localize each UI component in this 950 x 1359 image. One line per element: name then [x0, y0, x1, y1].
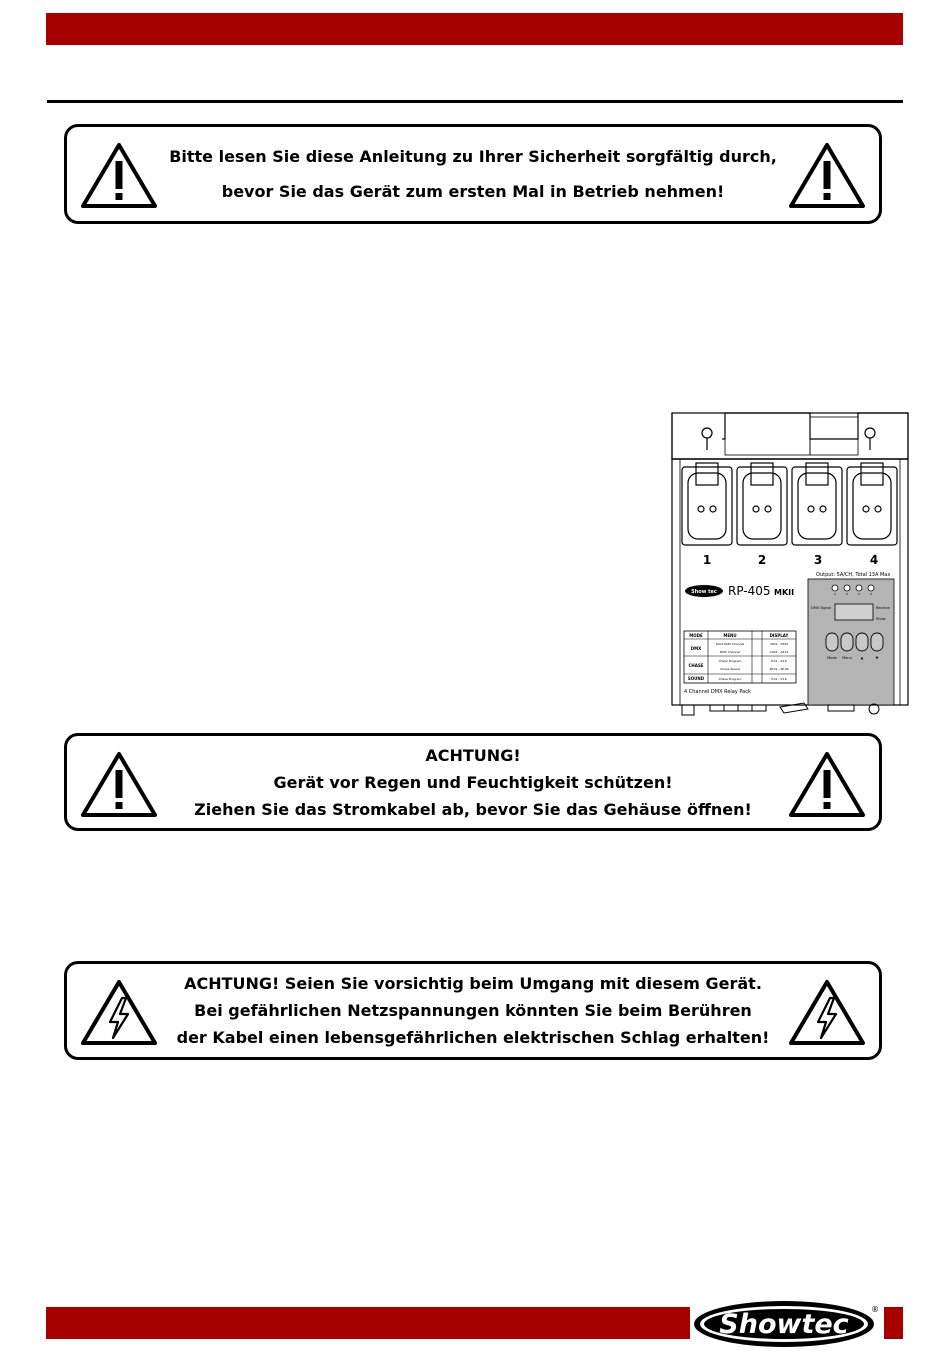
button-label: Mode	[827, 656, 837, 660]
warning-text	[169, 127, 777, 221]
led-number: 4	[870, 592, 872, 596]
device-illustration	[670, 411, 910, 718]
warning-line: Bei gefährlichen Netzspannungen könnten Sie beim Berühren	[194, 1001, 752, 1020]
channel-number: 2	[757, 553, 767, 567]
led-number: 1	[834, 592, 836, 596]
warning-line: ACHTUNG! Seien Sie vorsichtig beim Umgang mit diesem Gerät.	[184, 974, 762, 993]
device-model: RP-405	[728, 584, 771, 598]
table-menu-item: Chase Program	[718, 659, 742, 663]
exclamation-icon	[788, 750, 866, 818]
button-label: ▼	[875, 656, 879, 660]
table-display-item: P.01 - P.16	[771, 659, 787, 663]
exclamation-icon	[80, 141, 158, 209]
warning-line: Ziehen Sie das Stromkabel ab, bevor Sie das Gehäuse öffnen!	[194, 799, 752, 819]
channel-number: 3	[813, 553, 823, 567]
led-number: 3	[858, 592, 860, 596]
button-label: Menu	[842, 656, 852, 660]
button-label: ▲	[860, 656, 864, 660]
table-display-item: SP.01 - SP.99	[769, 667, 789, 671]
warning-line: ACHTUNG!	[425, 745, 521, 765]
registered-mark: ®	[871, 1305, 879, 1314]
device-model-suffix: MKII	[774, 588, 795, 597]
led-number: 2	[846, 592, 848, 596]
warning-line: Bitte lesen Sie diese Anleitung zu Ihrer Sicherheit sorgfältig durch,	[169, 147, 777, 166]
header-rule	[47, 100, 903, 103]
exclamation-icon	[788, 141, 866, 209]
table-display-item: P.01 - P.16	[771, 677, 787, 681]
table-mode: CHASE	[688, 663, 704, 668]
showtec-logo	[690, 1297, 884, 1349]
display-window	[835, 604, 873, 620]
panel-label: Show	[876, 617, 886, 621]
panel-label: Receive	[876, 606, 890, 610]
warning-text	[177, 964, 769, 1057]
table-header: DISPLAY	[769, 633, 789, 638]
warning-line: der Kabel einen lebensgefährlichen elektrischen Schlag erhalten!	[176, 1028, 770, 1047]
exclamation-icon	[80, 750, 158, 818]
warning-text	[177, 736, 769, 828]
warning-line: bevor Sie das Gerät zum ersten Mal in Betrieb nehmen!	[221, 182, 725, 201]
lightning-icon	[788, 978, 866, 1046]
warning-box-read-manual	[64, 124, 882, 224]
panel-label: DMX Signal	[811, 606, 831, 610]
table-menu-item: Chase Program	[718, 677, 742, 681]
table-display-item: d001 - d509	[769, 642, 789, 646]
table-menu-item: DMX Channel	[719, 650, 741, 654]
table-header: MENU	[723, 633, 737, 638]
table-header: MODE	[689, 633, 703, 638]
table-mode: DMX	[690, 646, 702, 651]
table-menu-item: Start DMX Channel	[715, 642, 745, 646]
warning-box-moisture	[64, 733, 882, 831]
channel-number: 1	[702, 553, 712, 567]
table-mode: SOUND	[687, 676, 705, 681]
logo-text: Showtec	[719, 1309, 849, 1340]
warning-box-electric-shock	[64, 961, 882, 1060]
warning-line: Gerät vor Regen und Feuchtigkeit schützen!	[273, 772, 673, 792]
output-label: Output: 5A/CH, Total 13A Max	[816, 572, 891, 578]
header-bar	[46, 13, 903, 45]
channel-number: 4	[869, 553, 879, 567]
device-footer-label: 4 Channel DMX Relay Pack	[684, 689, 751, 695]
lightning-icon	[80, 978, 158, 1046]
device-brand: Show tec	[691, 589, 717, 595]
table-display-item: A001 - A512	[769, 650, 789, 654]
table-menu-item: Chase Speed	[720, 667, 740, 671]
